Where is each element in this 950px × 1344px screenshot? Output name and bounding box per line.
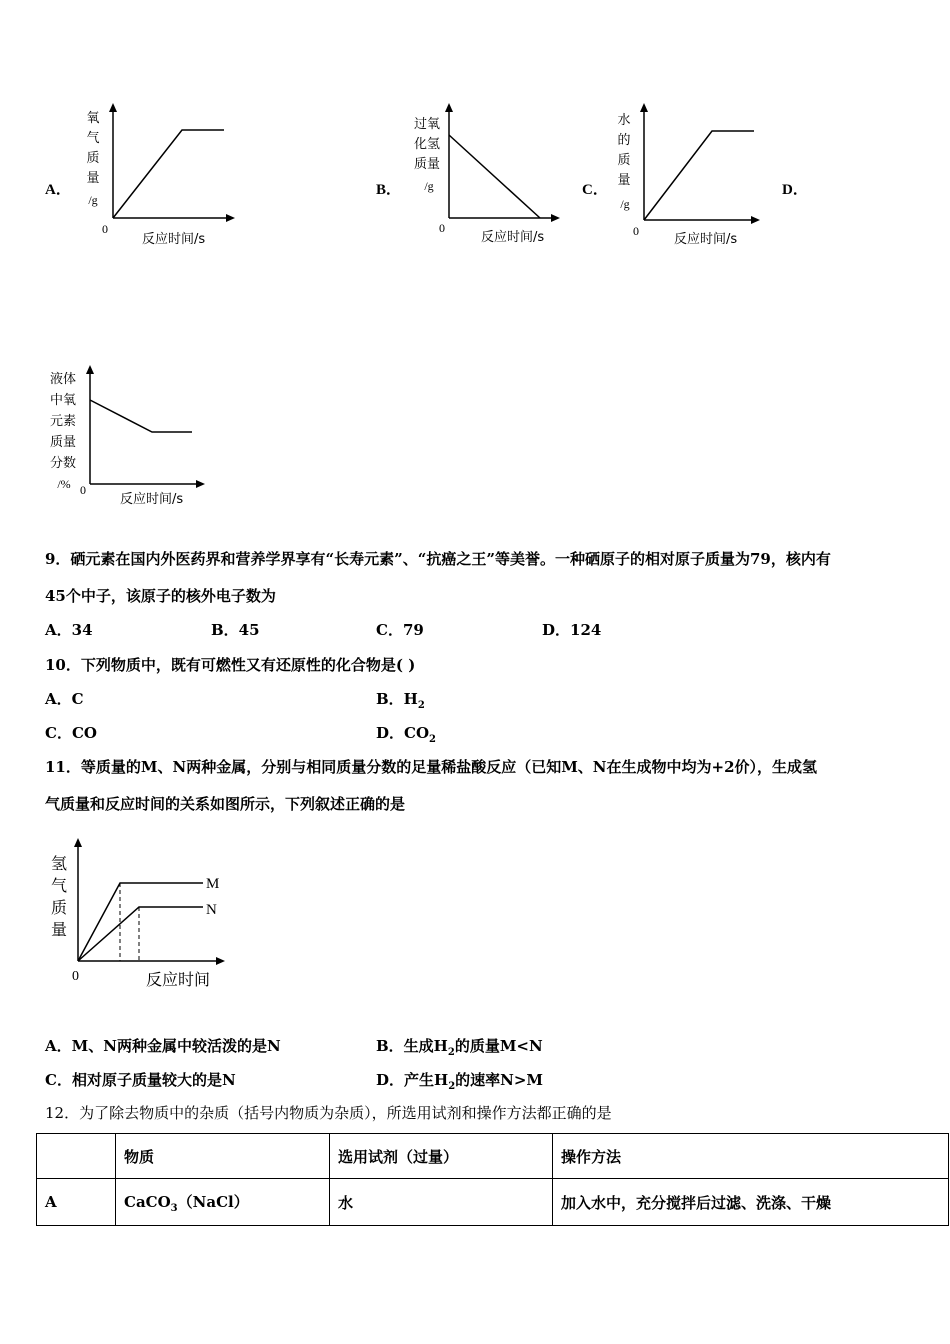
chart-a-ylabel-2: 气 xyxy=(86,131,100,146)
chart-q11-origin: 0 xyxy=(72,969,79,984)
chart-c-ylabel-3: 质 xyxy=(617,153,631,168)
q8-option-a-label[interactable]: A． xyxy=(45,182,71,198)
q12-header-reagent: 选用试剂（过量） xyxy=(330,1134,553,1179)
chart-c-ylabel-1: 水 xyxy=(617,113,631,128)
chart-c-y-arrow xyxy=(640,103,648,112)
chart-b-ylabel-2: 化氢 xyxy=(413,137,441,152)
chart-q11 xyxy=(45,835,245,995)
chart-a-ylabel-4: 量 xyxy=(86,171,100,186)
q12-row-a-id: A xyxy=(37,1179,116,1226)
chart-q11-label-m: M xyxy=(206,876,220,892)
chart-q11-ylabel-2: 气 xyxy=(50,876,68,895)
chart-a-ylabel-3: 质 xyxy=(86,151,100,166)
chart-d-ylabel-4: 质量 xyxy=(49,435,77,450)
q12-table-header-row xyxy=(37,1134,949,1179)
chart-q11-y-arrow xyxy=(74,838,82,847)
chart-a-ylabel-unit: /g xyxy=(88,193,98,207)
chart-c-ylabel-unit: /g xyxy=(620,197,630,211)
chart-d-y-arrow xyxy=(86,365,94,374)
chart-c-line xyxy=(644,131,754,220)
chart-a-origin: 0 xyxy=(102,222,108,236)
chart-q11-ylabel-3: 质 xyxy=(50,898,68,917)
q11-option-d[interactable]: D．产生$H_2$的速率N>M xyxy=(376,1071,544,1092)
chart-d-ylabel-1: 液体 xyxy=(49,372,77,387)
chart-d xyxy=(40,360,220,515)
q11-stem-line1: 11．等质量的M、N两种金属，分别与相同质量分数的足量稀盐酸反应（已知M、N在生成物中均为+2价），生成氢 xyxy=(45,758,818,776)
q10-option-b[interactable]: B．$H_2$ xyxy=(376,690,425,711)
chart-c-xlabel: 反应时间/s xyxy=(674,232,738,247)
q9-stem-line1: 9．硒元素在国内外医药界和营养学界享有“长寿元素”、“抗癌之王”等美誉。一种硒原子的相对原子质量为79，核内有 xyxy=(45,550,831,568)
chart-a-line xyxy=(113,130,224,218)
chart-q11-xlabel: 反应时间 xyxy=(146,970,211,989)
q10-option-a[interactable]: A．C xyxy=(45,690,84,708)
chart-a-ylabel-1: 氧 xyxy=(86,111,100,126)
q11-stem-line2: 气质量和反应时间的关系如图所示，下列叙述正确的是 xyxy=(45,795,406,813)
q9-option-b[interactable]: B．45 xyxy=(211,621,260,639)
q10-stem: 10．下列物质中，既有可燃性又有还原性的化合物是( ) xyxy=(45,656,416,674)
q12-row-a-reagent: 水 xyxy=(330,1179,553,1226)
chart-b-origin: 0 xyxy=(439,221,445,235)
q9-option-d[interactable]: D．124 xyxy=(542,621,602,639)
chart-d-line xyxy=(90,400,192,432)
chart-d-ylabel-5: 分数 xyxy=(49,456,77,471)
chart-d-ylabel-unit: /% xyxy=(57,477,71,491)
chart-a-y-arrow xyxy=(109,103,117,112)
q12-table-row xyxy=(37,1179,949,1226)
q9-stem-line2: 45个中子，该原子的核外电子数为 xyxy=(45,587,276,605)
chart-q11-x-arrow xyxy=(216,957,225,965)
chart-b-ylabel-unit: /g xyxy=(424,179,434,193)
chart-d-origin: 0 xyxy=(80,483,86,497)
chart-c-ylabel-2: 的 xyxy=(617,133,631,148)
chart-a xyxy=(80,100,250,250)
chart-b-line xyxy=(449,135,540,218)
chart-a-xlabel: 反应时间/s xyxy=(142,232,206,247)
chart-d-ylabel-3: 元素 xyxy=(49,414,77,429)
chart-c-ylabel-4: 量 xyxy=(617,173,631,188)
q12-header-substance: 物质 xyxy=(116,1134,330,1179)
q12-header-blank xyxy=(37,1134,116,1179)
chart-q11-ylabel-4: 量 xyxy=(50,920,68,939)
q10-option-d[interactable]: D．$CO_2$ xyxy=(376,724,436,745)
chart-q11-series-m xyxy=(78,883,203,961)
q9-option-c[interactable]: C．79 xyxy=(376,621,424,639)
chart-b-x-arrow xyxy=(551,214,560,222)
chart-d-x-arrow xyxy=(196,480,205,488)
chart-c-x-arrow xyxy=(751,216,760,224)
q8-option-d-label[interactable]: D． xyxy=(782,182,808,198)
q12-stem: 12．为了除去物质中的杂质（括号内物质为杂质），所选用试剂和操作方法都正确的是 xyxy=(45,1104,612,1122)
q12-header-method: 操作方法 xyxy=(553,1134,949,1179)
chart-q11-label-n: N xyxy=(206,902,217,918)
chart-b-y-arrow xyxy=(445,103,453,112)
q9-option-a[interactable]: A．34 xyxy=(45,621,93,639)
q8-option-b-label[interactable]: B． xyxy=(376,182,402,198)
q11-option-a[interactable]: A．M、N两种金属中较活泼的是N xyxy=(45,1037,281,1055)
chart-c-origin: 0 xyxy=(633,224,639,238)
chart-q11-series-n xyxy=(78,907,203,961)
q11-option-c[interactable]: C．相对原子质量较大的是N xyxy=(45,1071,236,1089)
chart-q11-ylabel-1: 氢 xyxy=(50,854,68,873)
q12-row-a-method: 加入水中，充分搅拌后过滤、洗涤、干燥 xyxy=(553,1179,949,1226)
chart-b-ylabel-3: 质量 xyxy=(413,157,441,172)
q12-row-a-substance: CaCO$_3$（NaCl） xyxy=(116,1179,330,1226)
chart-b-ylabel-1: 过氧 xyxy=(413,117,441,132)
q10-option-c[interactable]: C．CO xyxy=(45,724,97,742)
chart-a-x-arrow xyxy=(226,214,235,222)
chart-d-ylabel-2: 中氧 xyxy=(49,393,77,408)
chart-b xyxy=(405,100,575,250)
chart-c xyxy=(610,100,780,250)
q11-option-b[interactable]: B．生成$H_2$的质量M<N xyxy=(376,1037,543,1058)
q8-option-c-label[interactable]: C． xyxy=(582,182,608,198)
chart-d-xlabel: 反应时间/s xyxy=(120,492,184,507)
q12-table xyxy=(36,1133,949,1226)
chart-b-xlabel: 反应时间/s xyxy=(481,230,545,245)
